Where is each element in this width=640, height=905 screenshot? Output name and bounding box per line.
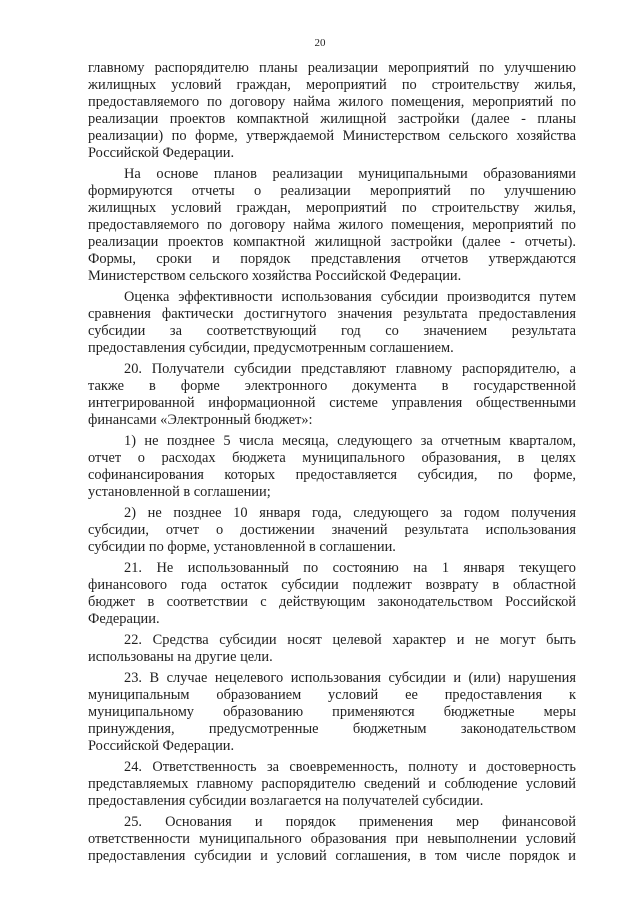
text-line: субсидии, отчет о достижении значений результата использования xyxy=(88,522,576,538)
text-line: 24. Ответственность за своевременность, полноту и достоверность xyxy=(124,759,576,775)
text-line: предоставляемого по договору найма жилого помещения, мероприятий по xyxy=(88,94,576,110)
text-line: реализации проектов компактной жилищной застройки (далее - отчеты). xyxy=(88,234,576,250)
text-line: предоставляемого по договору найма жилого помещения, мероприятий по xyxy=(88,217,576,233)
text-line: формируются отчеты о реализации мероприятий по улучшению xyxy=(88,183,576,199)
document-body xyxy=(88,60,576,869)
text-line: Министерством сельского хозяйства Российской Федерации. xyxy=(88,268,462,284)
text-line: жилищных условий граждан, мероприятий по строительству жилья, xyxy=(88,77,576,93)
paragraph xyxy=(88,814,576,865)
paragraph xyxy=(88,632,576,666)
text-line: 23. В случае нецелевого использования субсидии и (или) нарушения xyxy=(124,670,576,686)
text-line: главному распорядителю планы реализации мероприятий по улучшению xyxy=(88,60,576,76)
text-line: реализации) по форме, утверждаемой Министерством сельского хозяйства xyxy=(88,128,576,144)
page-number: 20 xyxy=(314,37,326,49)
paragraph xyxy=(88,361,576,429)
text-line: предоставления субсидии, предусмотренным соглашением. xyxy=(88,340,454,356)
text-line: предоставления субсидии возлагается на получателей субсидии. xyxy=(88,793,484,809)
paragraph xyxy=(88,560,576,628)
text-line: Федерации. xyxy=(88,611,160,627)
text-line: финансового года остаток субсидии подлежит возврату в областной xyxy=(88,577,576,593)
text-line: финансами «Электронный бюджет»: xyxy=(88,412,313,428)
text-line: 25. Основания и порядок применения мер финансовой xyxy=(124,814,576,830)
text-line: На основе планов реализации муниципальными образованиями xyxy=(124,166,576,182)
paragraph xyxy=(88,166,576,285)
text-line: Формы, сроки и порядок представления отчетов утверждаются xyxy=(88,251,576,267)
text-line: ответственности муниципального образования при невыполнении условий xyxy=(88,831,576,847)
text-line: 21. Не использованный по состоянию на 1 января текущего xyxy=(124,560,576,576)
text-line: принуждения, предусмотренные бюджетным законодательством xyxy=(88,721,576,737)
text-line: реализации проектов компактной жилищной застройки (далее - планы xyxy=(88,111,576,127)
text-line: муниципальному образованию применяются бюджетные меры xyxy=(88,704,576,720)
text-line: также в форме электронного документа в государственной xyxy=(88,378,576,394)
text-line: Российской Федерации. xyxy=(88,145,235,161)
text-line: отчет о расходах бюджета муниципального образования, в целях xyxy=(88,450,576,466)
text-line: софинансирования которых предоставляется субсидия, по форме, xyxy=(88,467,576,483)
text-line: бюджет в соответствии с действующим законодательством Российской xyxy=(88,594,576,610)
text-line: 1) не позднее 5 числа месяца, следующего за отчетным кварталом, xyxy=(124,433,576,449)
text-line: 22. Средства субсидии носят целевой характер и не могут быть xyxy=(124,632,576,648)
paragraph xyxy=(88,670,576,755)
text-line: Российской Федерации. xyxy=(88,738,235,754)
paragraph xyxy=(88,433,576,501)
text-line: сравнения фактически достигнутого значения результата предоставления xyxy=(88,306,576,322)
text-line: предоставления субсидии и условий соглашения, в том числе порядок и xyxy=(88,848,576,864)
paragraph xyxy=(88,60,576,162)
paragraph xyxy=(88,505,576,556)
paragraph xyxy=(88,289,576,357)
text-line: 2) не позднее 10 января года, следующего за годом получения xyxy=(124,505,576,521)
paragraph xyxy=(88,759,576,810)
text-line: Оценка эффективности использования субсидии производится путем xyxy=(124,289,576,305)
text-line: 20. Получатели субсидии представляют главному распорядителю, а xyxy=(124,361,576,377)
text-line: установленной в соглашении; xyxy=(88,484,271,500)
text-line: интегрированной информационной системе управления общественными xyxy=(88,395,576,411)
text-line: использованы на другие цели. xyxy=(88,649,273,665)
text-line: жилищных условий граждан, мероприятий по строительству жилья, xyxy=(88,200,576,216)
text-line: представляемых главному распорядителю сведений и соблюдение условий xyxy=(88,776,576,792)
text-line: субсидии за соответствующий год со значением результата xyxy=(88,323,576,339)
text-line: субсидии по форме, установленной в соглашении. xyxy=(88,539,396,555)
text-line: муниципальным образованием условий ее предоставления к xyxy=(88,687,576,703)
